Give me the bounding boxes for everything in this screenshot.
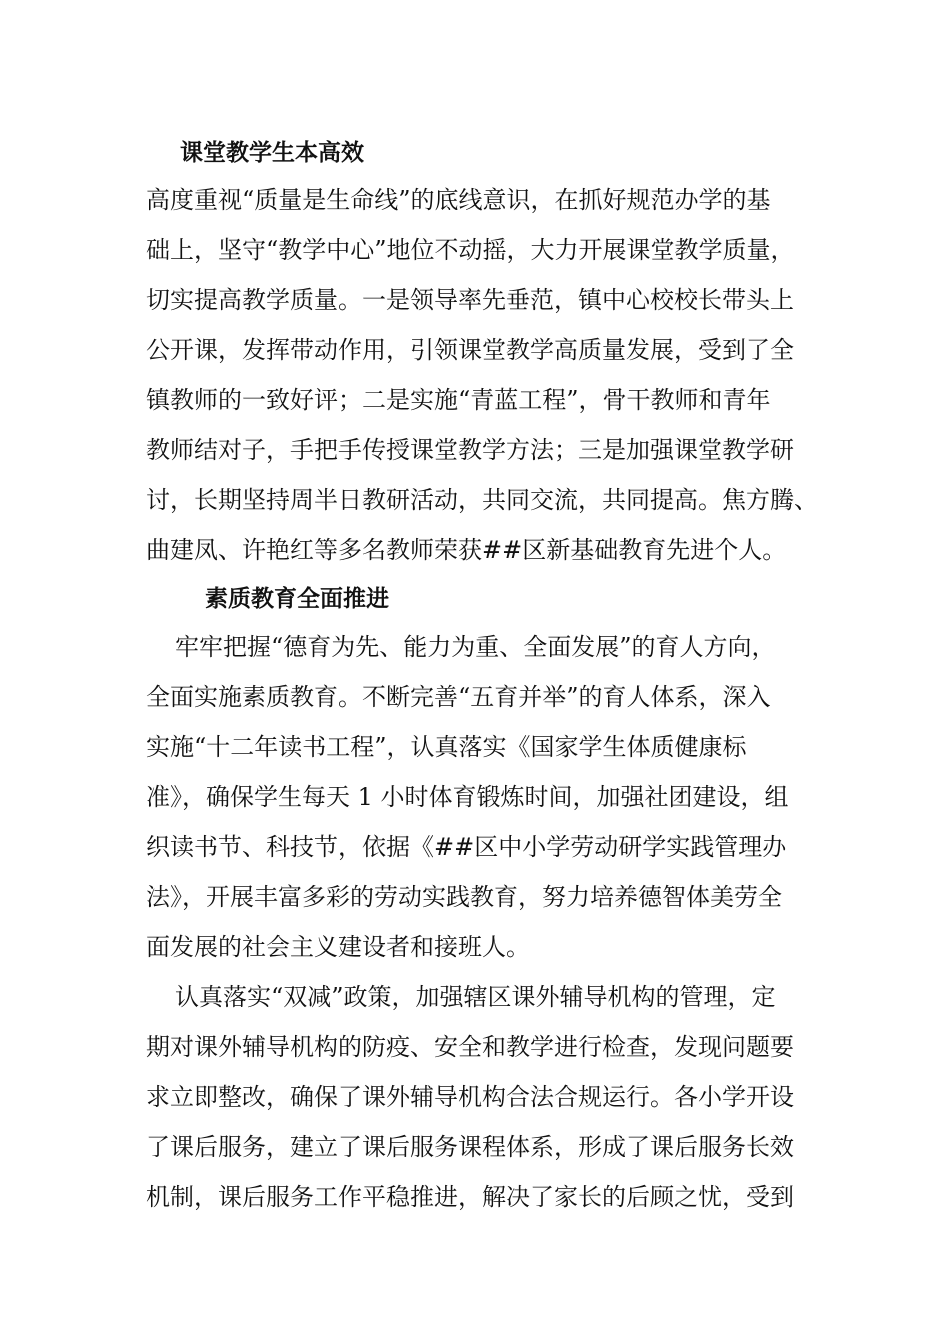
section-heading: 素质教育全面推进 — [205, 586, 389, 612]
paragraph-line: 法》，开展丰富多彩的劳动实践教育，努力培养德智体美劳全 — [146, 883, 782, 911]
section-heading: 课堂教学生本高效 — [180, 140, 364, 166]
paragraph-line: 础上，坚守“教学中心”地位不动摇，大力开展课堂教学质量， — [146, 236, 795, 264]
paragraph-line: 实施“十二年读书工程”，认真落实《国家学生体质健康标 — [146, 733, 747, 761]
paragraph-line: 切实提高教学质量。一是领导率先垂范，镇中心校校长带头上 — [146, 286, 794, 314]
paragraph-line: 面发展的社会主义建设者和接班人。 — [146, 933, 530, 961]
paragraph-line: 认真落实“双减”政策，加强辖区课外辅导机构的管理，定 — [175, 983, 776, 1011]
paragraph-line: 曲建凤、许艳红等多名教师荣获##区新基础教育先进个人。 — [146, 536, 787, 564]
paragraph-line: 了课后服务，建立了课后服务课程体系，形成了课后服务长效 — [146, 1133, 794, 1161]
paragraph-line: 准》，确保学生每天 1 小时体育锻炼时间，加强社团建设，组 — [146, 783, 789, 811]
paragraph-line: 镇教师的一致好评；二是实施“青蓝工程”，骨干教师和青年 — [146, 386, 771, 414]
paragraph-line: 期对课外辅导机构的防疫、安全和教学进行检查，发现问题要 — [146, 1033, 794, 1061]
paragraph-line: 讨，长期坚持周半日教研活动，共同交流，共同提高。焦方腾、 — [146, 486, 818, 514]
paragraph-line: 求立即整改，确保了课外辅导机构合法合规运行。各小学开设 — [146, 1083, 794, 1111]
paragraph-line: 机制，课后服务工作平稳推进，解决了家长的后顾之忧，受到 — [146, 1183, 794, 1211]
paragraph-line: 高度重视“质量是生命线”的底线意识，在抓好规范办学的基 — [146, 186, 771, 214]
paragraph-line: 教师结对子，手把手传授课堂教学方法；三是加强课堂教学研 — [146, 436, 794, 464]
paragraph-line: 牢牢把握“德育为先、能力为重、全面发展”的育人方向， — [175, 633, 776, 661]
paragraph-line: 织读书节、科技节，依据《##区中小学劳动研学实践管理办 — [146, 833, 787, 861]
paragraph-line: 全面实施素质教育。不断完善“五育并举”的育人体系，深入 — [146, 683, 771, 711]
paragraph-line: 公开课，发挥带动作用，引领课堂教学高质量发展，受到了全 — [146, 336, 794, 364]
